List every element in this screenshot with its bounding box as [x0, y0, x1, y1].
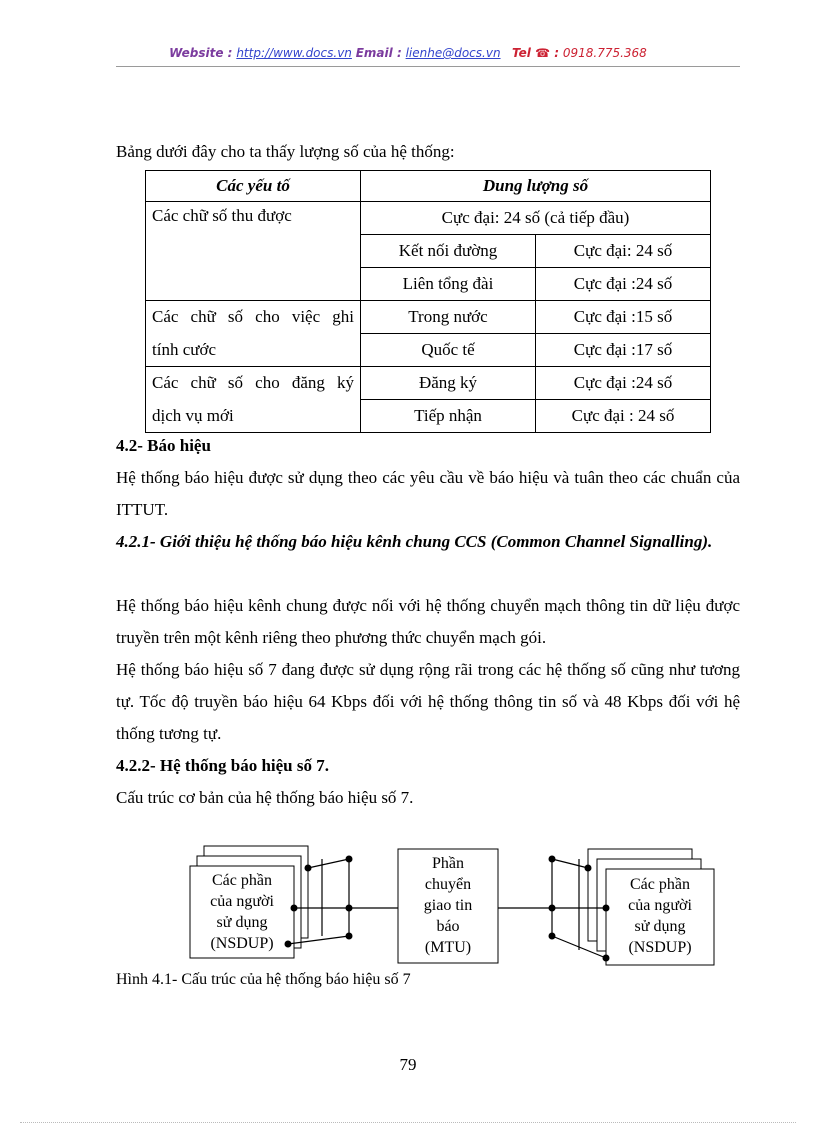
center-box-line: chuyển	[424, 876, 472, 893]
center-box-line: báo	[436, 918, 460, 935]
website-link[interactable]: http://www.docs.vn	[236, 46, 352, 60]
table-cell: Cực đại :24 số	[536, 367, 711, 400]
center-box-line: (MTU)	[424, 939, 472, 956]
right-box-line: sử dụng	[634, 918, 686, 935]
email-label: Email :	[355, 46, 402, 60]
table-cell-factor: Các chữ số cho việc ghi	[146, 301, 361, 334]
right-box-line: của người	[628, 897, 692, 914]
center-box-label	[398, 853, 498, 958]
table-cell: Quốc tế	[361, 334, 536, 367]
section-heading-4-2-1: 4.2.1- Giới thiệu hệ thống báo hiệu kênh chung CCS (Common Channel Signalling).	[116, 532, 713, 551]
table-cell-factor: dịch vụ mới	[146, 400, 361, 433]
table-cell-factor: Các chữ số thu được	[146, 202, 361, 301]
table-intro: Bảng dưới đây cho ta thấy lượng số của hệ thống:	[116, 142, 455, 161]
page-number: 79	[399, 1055, 417, 1074]
email-link[interactable]: lienhe@docs.vn	[405, 46, 501, 60]
table-header-factor: Các yếu tố	[146, 171, 361, 202]
section-4-2-2-text: Cấu trúc cơ bản của hệ thống báo hiệu số 7.	[116, 788, 414, 807]
right-box-line: Các phần	[630, 876, 690, 893]
left-box-line: Các phần	[212, 872, 272, 889]
table-cell: Liên tổng đài	[361, 268, 536, 301]
center-box-line: Phần	[432, 855, 464, 872]
left-box-line: (NSDUP)	[210, 935, 274, 952]
tel-value: 0918.775.368	[562, 46, 647, 60]
table-cell-factor: Các chữ số cho đăng ký	[146, 367, 361, 400]
table-cell: Đăng ký	[361, 367, 536, 400]
section-heading-4-2-2: 4.2.2- Hệ thống báo hiệu số 7.	[116, 756, 329, 775]
section-heading-4-2: 4.2- Báo hiệu	[116, 436, 211, 455]
table-cell: Cực đại :15 số	[536, 301, 711, 334]
figure-caption: Hình 4.1- Cấu trúc của hệ thống báo hiệu số 7	[116, 971, 411, 988]
table-cell: Cực đại: 24 số (cả tiếp đầu)	[361, 202, 711, 235]
section-4-2-1-p2: Hệ thống báo hiệu số 7 đang được sử dụng rộng rãi trong các hệ thống số cũng như tương tự. Tốc độ truyền báo hiệu 64 Kbps đối với hệ thống thông tin số và 48 Kbps đối với hệ thống tương tự.	[116, 660, 740, 743]
table-header-capacity: Dung lượng số	[361, 171, 711, 202]
right-box-label	[606, 874, 714, 958]
tel-label: Tel ☎ :	[512, 46, 560, 60]
table-cell: Cực đại :17 số	[536, 334, 711, 367]
left-box-label	[190, 870, 294, 954]
section-4-2-text: Hệ thống báo hiệu được sử dụng theo các yêu cầu về báo hiệu và tuân theo các chuẩn của ITTUT.	[116, 468, 740, 519]
table-cell: Tiếp nhận	[361, 400, 536, 433]
table-cell-factor: tính cước	[146, 334, 361, 367]
left-box-line: sử dụng	[216, 914, 268, 931]
table-cell: Cực đại : 24 số	[536, 400, 711, 433]
section-4-2-1-p1: Hệ thống báo hiệu kênh chung được nối với hệ thống chuyển mạch thông tin dữ liệu được truyền trên một kênh riêng theo phương thức chuyển mạch gói.	[116, 596, 740, 647]
website-label: Website :	[169, 46, 233, 60]
table-cell: Cực đại: 24 số	[536, 235, 711, 268]
right-box-line: (NSDUP)	[628, 939, 692, 956]
table-cell: Trong nước	[361, 301, 536, 334]
table-cell: Kết nối đường	[361, 235, 536, 268]
center-box-line: giao tin	[423, 897, 473, 914]
table-cell: Cực đại :24 số	[536, 268, 711, 301]
left-box-line: của người	[210, 893, 274, 910]
